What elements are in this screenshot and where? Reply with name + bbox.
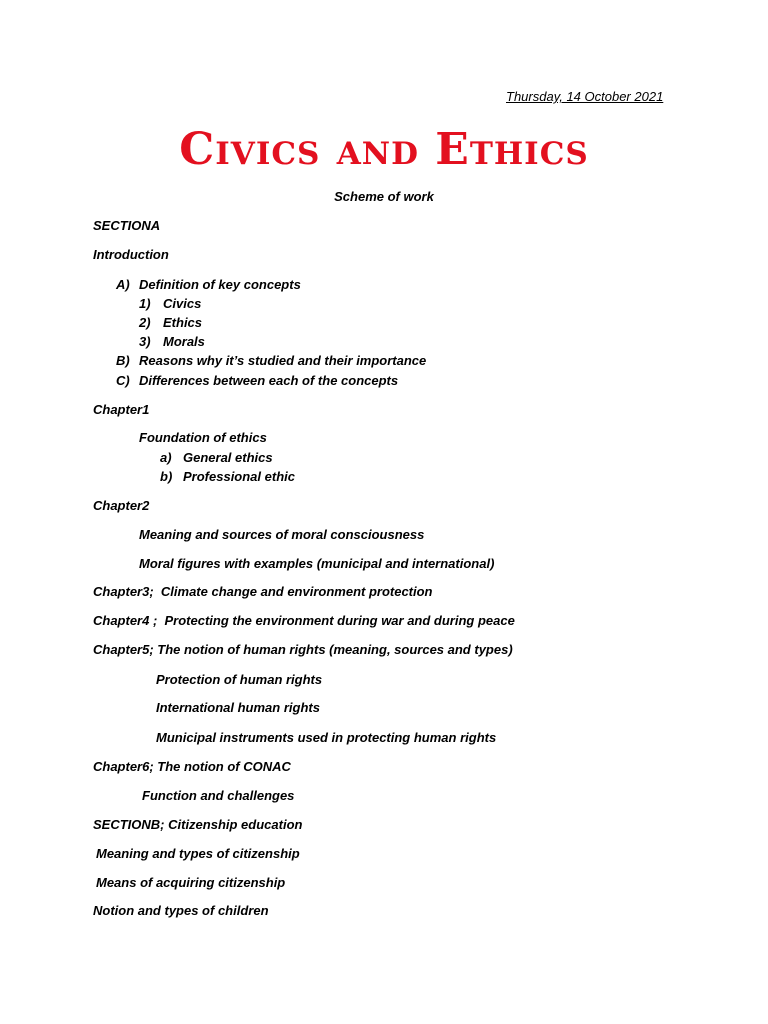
list-item: General ethics [183, 450, 273, 465]
chapter4-heading: Chapter4 ; Protecting the environment during war and during peace [93, 613, 515, 628]
list-marker: B) [116, 353, 130, 368]
section-b-line: Meaning and types of citizenship [96, 846, 300, 861]
list-item: Civics [163, 296, 202, 311]
chapter5-line: Protection of human rights [156, 672, 323, 687]
list-item: Definition of key concepts [139, 277, 301, 292]
list-item: Morals [163, 334, 205, 349]
list-item: Reasons why it’s studied and their importance [139, 353, 427, 368]
chapter5-heading: Chapter5; The notion of human rights (meaning, sources and types) [93, 642, 513, 657]
document-subtitle: Scheme of work [334, 189, 434, 204]
chapter2-line: Moral figures with examples (municipal and international) [139, 556, 495, 571]
chapter3-heading: Chapter3; Climate change and environment protection [93, 584, 433, 599]
list-marker: C) [116, 373, 130, 388]
section-b-heading: SECTIONB; Citizenship education [93, 817, 303, 832]
chapter5-line: Municipal instruments used in protecting human rights [156, 730, 497, 745]
list-marker: 2) [139, 315, 151, 330]
chapter6-line: Function and challenges [142, 788, 295, 803]
list-marker: 1) [139, 296, 151, 311]
list-item: Differences between each of the concepts [139, 373, 399, 388]
chapter2-heading: Chapter2 [93, 498, 150, 513]
section-a-heading: SECTIONA [93, 218, 161, 233]
chapter6-heading: Chapter6; The notion of CONAC [93, 759, 291, 774]
chapter1-topic: Foundation of ethics [139, 430, 267, 445]
section-b-line: Notion and types of children [93, 903, 269, 918]
chapter1-heading: Chapter1 [93, 402, 150, 417]
list-item: Ethics [163, 315, 203, 330]
chapter2-line: Meaning and sources of moral consciousness [139, 527, 425, 542]
document-date: Thursday, 14 October 2021 [506, 89, 664, 104]
list-marker: 3) [139, 334, 151, 349]
chapter5-line: International human rights [156, 700, 320, 715]
list-marker: a) [160, 450, 172, 465]
list-item: Professional ethic [183, 469, 295, 484]
document-title: Civics and Ethics [179, 124, 589, 175]
introduction-heading: Introduction [93, 247, 169, 262]
section-b-line: Means of acquiring citizenship [96, 875, 286, 890]
list-marker: A) [116, 277, 130, 292]
list-marker: b) [160, 469, 173, 484]
